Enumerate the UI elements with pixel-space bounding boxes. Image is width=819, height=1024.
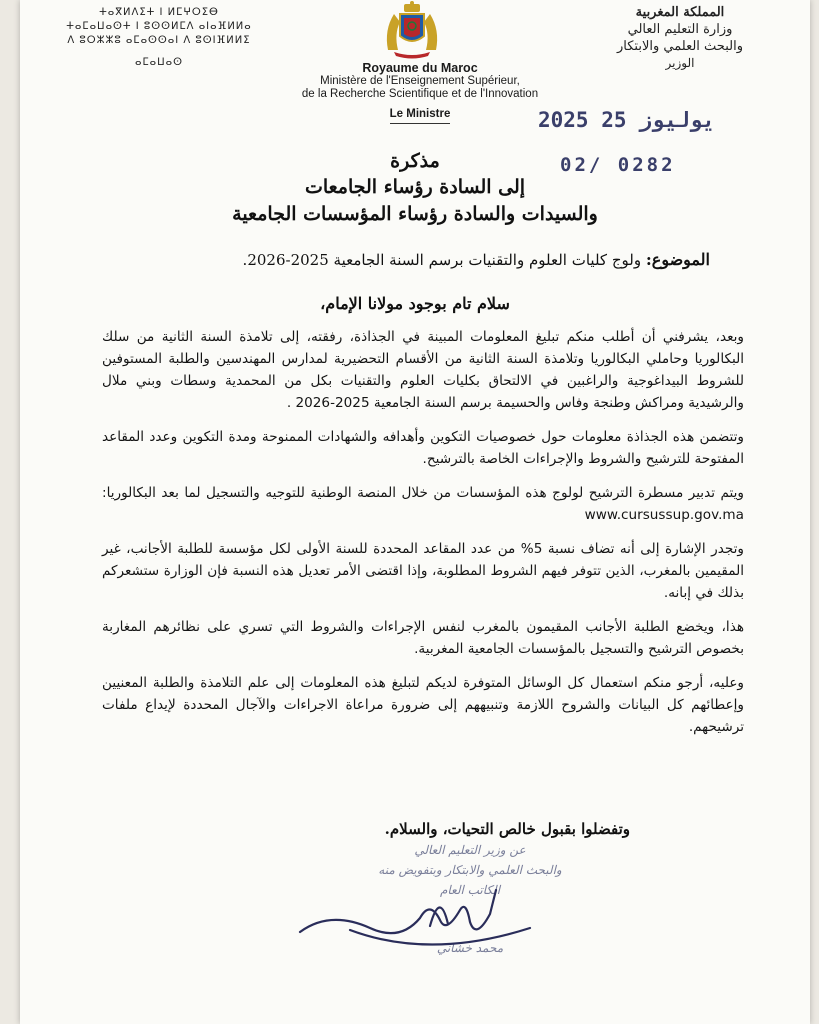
memo-page xyxy=(20,0,810,1024)
tifinagh-line2: ⵜⴰⵎⴰⵡⴰⵙⵜ ⵏ ⵓⵙⵙⵍⵎⴷ ⴰⵏⴰⴼⵍⵍⴰ xyxy=(66,21,252,32)
paragraph: ويتم تدبير مسطرة الترشيح لولوج هذه المؤسسات من خلال المنصة الوطنية للتوجيه والتسجيل لما بعد البكالوريا: www.cursussup.gov.ma xyxy=(102,485,744,523)
subject-line xyxy=(60,250,710,269)
paragraph: وتجدر الإشارة إلى أنه تضاف نسبة 5% من عدد المقاعد المحددة للسنة الأولى لكل مؤسسة للطلبة الأجانب، غير المقيمين بالمغرب، الذين تتوفر فيهم الشروط المطلوبة، وإذا اقتضى الأمر تعديل هذه النسبة فإن الوزارة ستشعركم بذلك في إبانه. xyxy=(102,541,744,601)
paragraph: هذا، ويخضع الطلبة الأجانب المقيمون بالمغرب لنفس الإجراءات والشروط التي تسري على نظائرهم المغاربة بخصوص الترشيح والتسجيل بالمؤسسات الجامعية المغربية. xyxy=(102,619,744,657)
minister-arabic: الوزير xyxy=(665,56,695,70)
subject-label: الموضوع: xyxy=(645,250,710,269)
signature-name: محمد خشاني xyxy=(436,941,504,955)
date-stamp: 2025 يوليوز 25 xyxy=(538,108,716,132)
kingdom-french: Royaume du Maroc xyxy=(362,61,478,75)
ministry-arabic-line2: والبحث العلمي والابتكار xyxy=(617,39,743,54)
minister-french: Le Ministre xyxy=(390,108,451,124)
ministry-french-line1: Ministère de l'Enseignement Supérieur, xyxy=(320,75,520,87)
handwritten-signature xyxy=(290,870,550,960)
header-tifinagh-block xyxy=(64,6,254,70)
ministry-french-line2: de la Recherche Scientifique et de l'Innovation xyxy=(301,88,539,100)
signature-line1: عن وزير التعليم العالي xyxy=(414,843,526,857)
memo-title: مذكرة xyxy=(390,150,440,172)
ministry-arabic-line1: وزارة التعليم العالي xyxy=(627,22,733,37)
tifinagh-line1: ⵜⴰⴳⵍⴷⵉⵜ ⵏ ⵍⵎⵖⵔⵉⴱ xyxy=(99,7,219,18)
memo-body xyxy=(102,326,744,750)
signature-line3: الكاتب العام xyxy=(439,883,501,897)
paragraph: وعليه، أرجو منكم استعمال كل الوسائل المتوفرة لديكم لتبليغ هذه المعلومات إلى علم التلامذة والطلبة المعنيين وإعطائهم كل البيانات والشروح اللازمة وتنبيههم إلى ضرورة مراعاة الاجراءات والآجال المحددة لإيداع ملفات ترشيحهم. xyxy=(102,675,744,735)
signature-line2: والبحث العلمي والابتكار وبتفويض منه xyxy=(378,863,562,877)
paragraph: وتتضمن هذه الجذاذة معلومات حول خصوصيات التكوين وأهدافه والشهادات الممنوحة ومدة التكوين وعدد المقاعد المفتوحة للترشيح والشروط والإجراءات الخاصة بالترشيح. xyxy=(102,429,744,467)
recipients-line1: إلى السادة رؤساء الجامعات xyxy=(304,176,526,198)
recipients-line2: والسيدات والسادة رؤساء المؤسسات الجامعية xyxy=(232,203,598,225)
header-arabic-block xyxy=(580,4,780,72)
royal-coat-of-arms-icon xyxy=(380,0,444,60)
kingdom-arabic: المملكة المغربية xyxy=(635,5,725,20)
header-french-block xyxy=(270,62,570,124)
reference-number-stamp: 02/ 0282 xyxy=(560,154,676,176)
paragraph: وبعد، يشرفني أن أطلب منكم تبليغ المعلومات المبينة في الجذاذة، رفقته، إلى تلامذة السنة الثانية من سلك البكالوريا وحاملي البكالوريا وتلامذة السنة الثانية من الأقسام التحضيرية لمدارس المهندسين والطلبة المستوفين للشروط البيداغوجية والراغبين في الالتحاق بكليات العلوم والتقنيات بكل من المحمدية وسطات وبني ملال والرشيدية ومراكش وطنجة وفاس والحسيمة برسم السنة الجامعية 2025-2026 . xyxy=(102,329,744,411)
tifinagh-line3: ⴷ ⵓⵔⵣⵣⵓ ⴰⵎⴰⵙⵙⴰⵏ ⴷ ⵓⵙⵏⴼⵍⵍⵉ xyxy=(67,35,251,46)
tifinagh-line4: ⴰⵎⴰⵡⴰⵙ xyxy=(135,57,183,68)
subject-text: ولوج كليات العلوم والتقنيات برسم السنة الجامعية 2025-2026. xyxy=(242,251,642,269)
greeting: سلام تام بوجود مولانا الإمام، xyxy=(320,294,510,313)
closing-salutation: وتفضلوا بقبول خالص التحيات، والسلام. xyxy=(384,820,630,838)
